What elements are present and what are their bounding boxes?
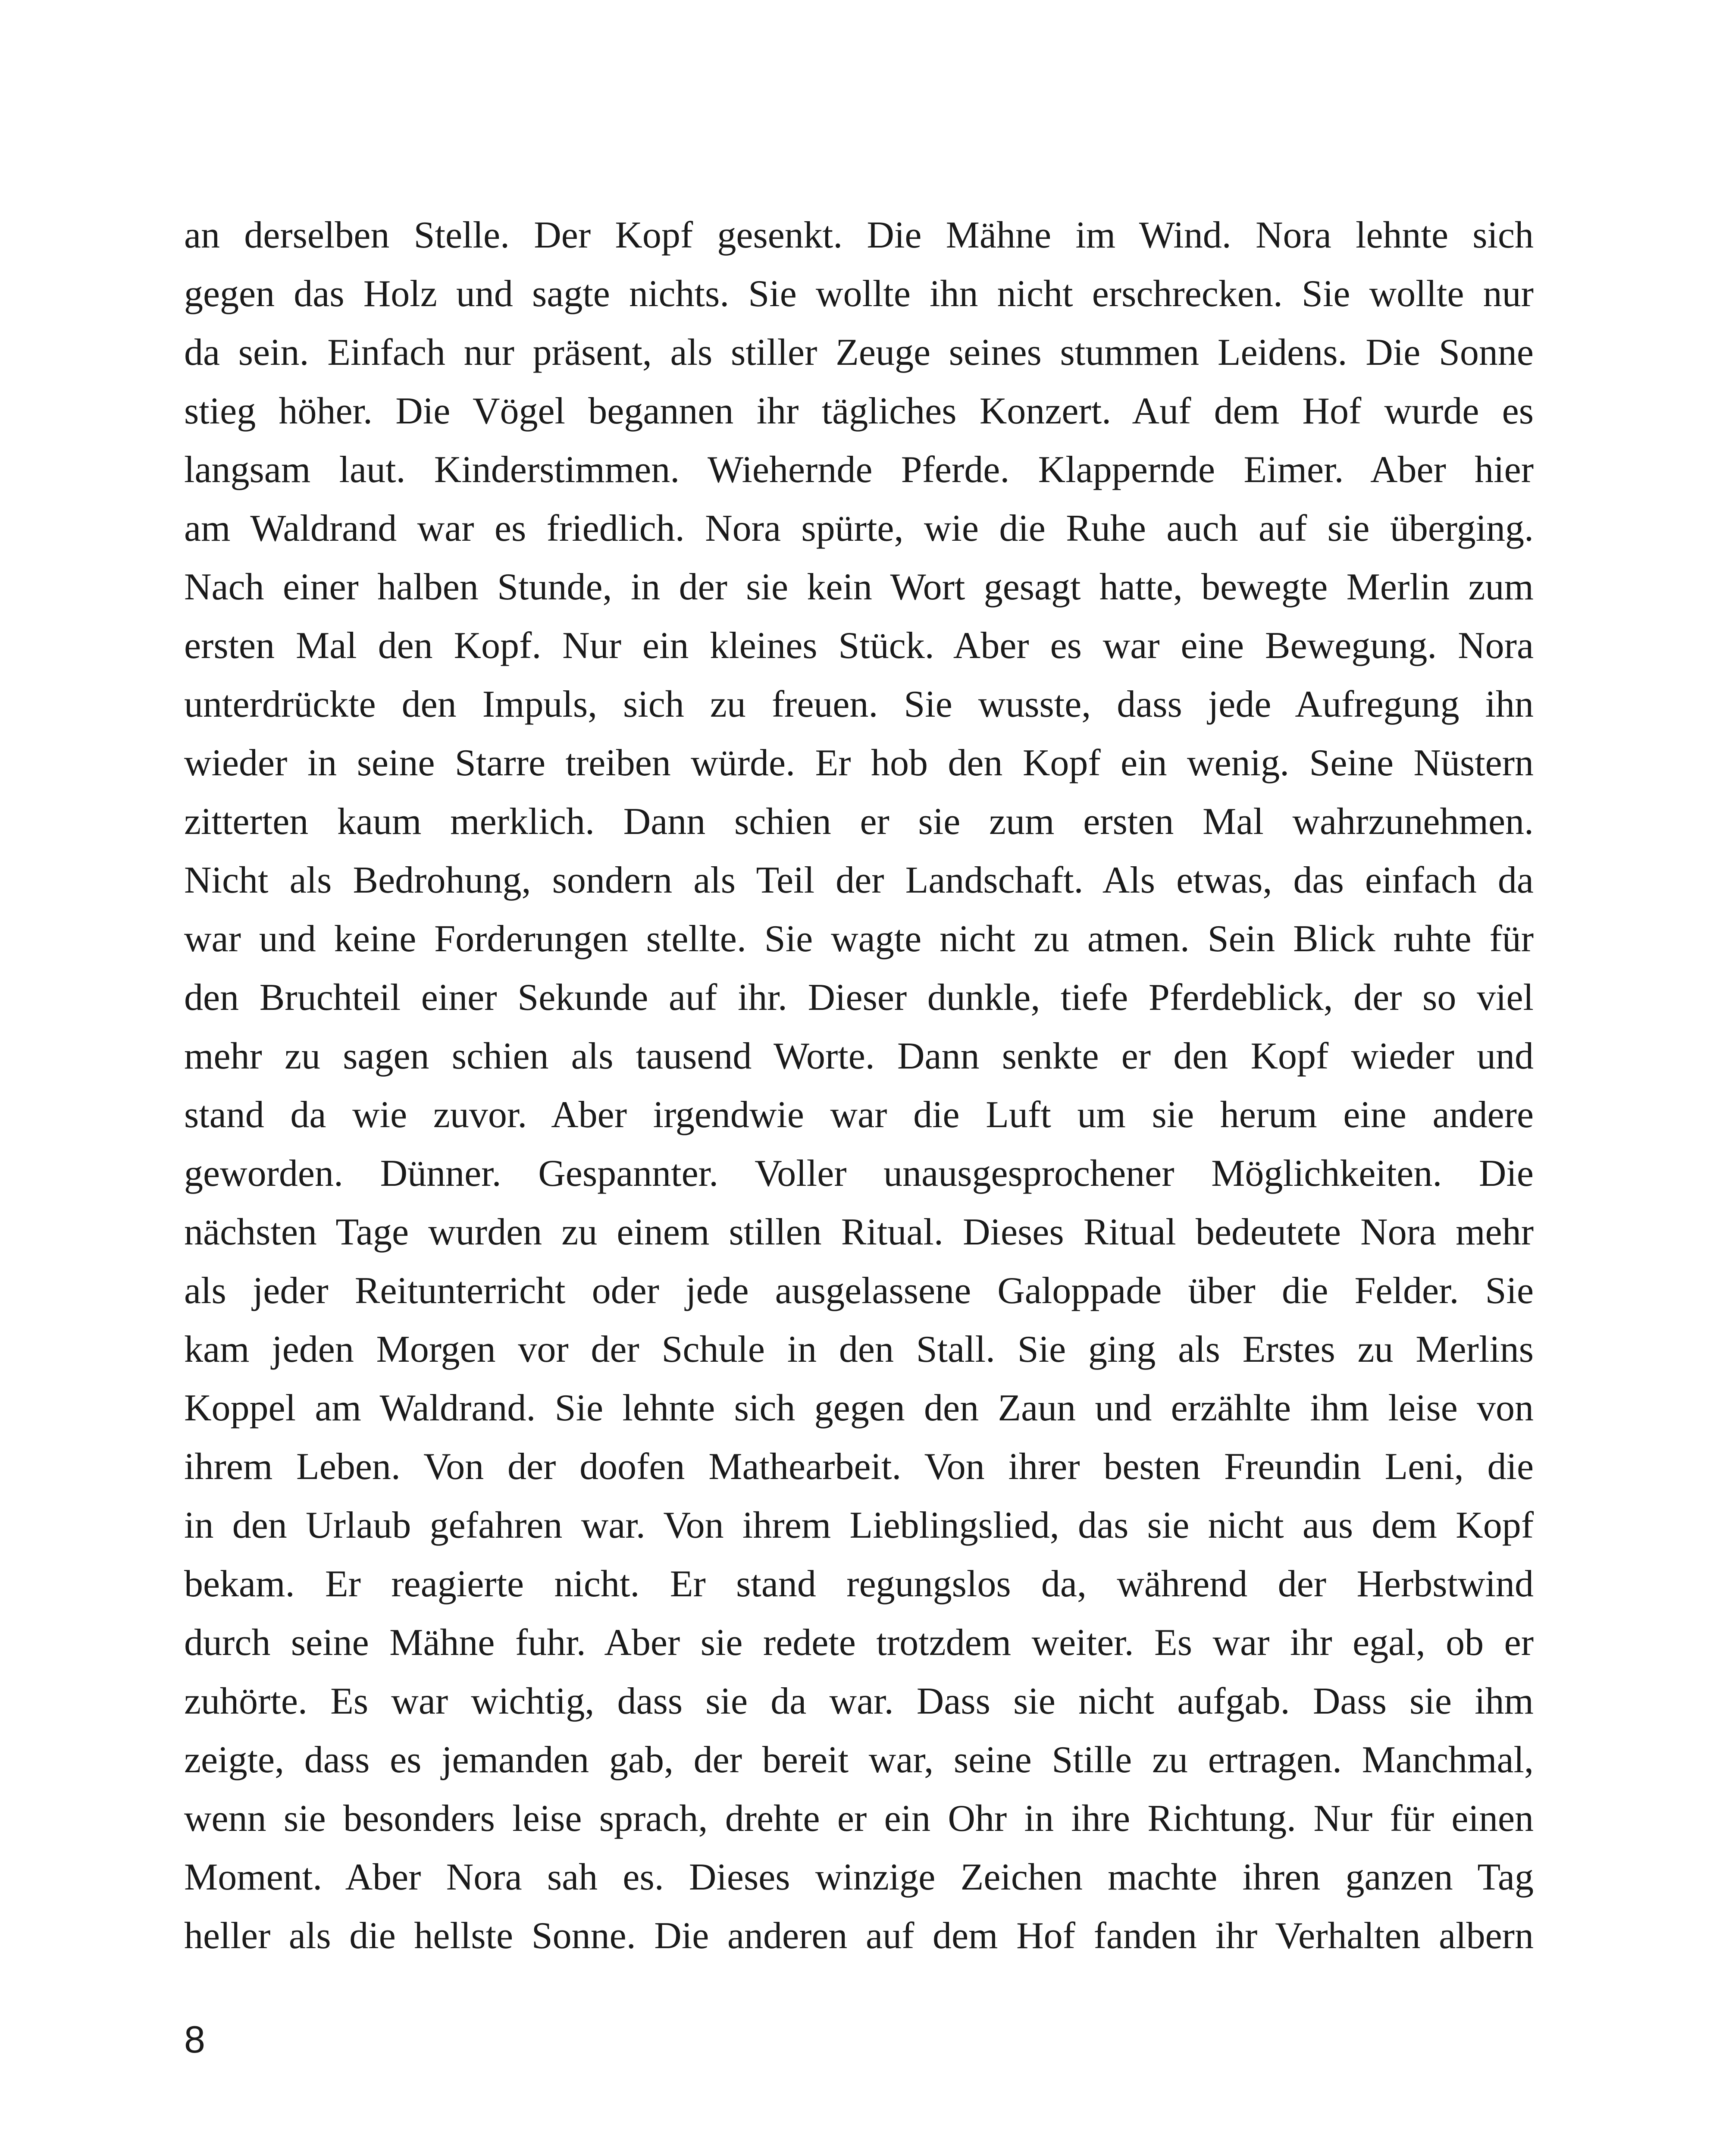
text-line: kam jeden Morgen vor der Schule in den Stall. Sie ging als Erstes zu Merlins (184, 1329, 1534, 1370)
text-line: Koppel am Waldrand. Sie lehnte sich gegen den Zaun und erzählte ihm leise von (184, 1387, 1534, 1429)
text-line: an derselben Stelle. Der Kopf gesenkt. Die Mähne im Wind. Nora lehnte sich (184, 214, 1534, 256)
text-line: zuhörte. Es war wichtig, dass sie da war. Dass sie nicht aufgab. Dass sie ihm (184, 1680, 1534, 1722)
text-line: als jeder Reitunterricht oder jede ausgelassene Galoppade über die Felder. Sie (184, 1270, 1534, 1312)
text-line: da sein. Einfach nur präsent, als stiller Zeuge seines stummen Leidens. Die Sonne (184, 332, 1534, 373)
text-line: Moment. Aber Nora sah es. Dieses winzige Zeichen machte ihren ganzen Tag (184, 1856, 1534, 1898)
text-line: stieg höher. Die Vögel begannen ihr tägliches Konzert. Auf dem Hof wurde es (184, 390, 1534, 432)
text-line: wenn sie besonders leise sprach, drehte er ein Ohr in ihre Richtung. Nur für einen (184, 1798, 1534, 1839)
text-line: heller als die hellste Sonne. Die anderen auf dem Hof fanden ihr Verhalten albern (184, 1915, 1534, 1957)
text-line: ersten Mal den Kopf. Nur ein kleines Stück. Aber es war eine Bewegung. Nora (184, 625, 1534, 667)
text-line: den Bruchteil einer Sekunde auf ihr. Dieser dunkle, tiefe Pferdeblick, der so viel (184, 977, 1534, 1018)
text-line: unterdrückte den Impuls, sich zu freuen. Sie wusste, dass jede Aufregung ihn (184, 683, 1534, 725)
text-line: in den Urlaub gefahren war. Von ihrem Lieblingslied, das sie nicht aus dem Kopf (184, 1504, 1534, 1546)
text-line: bekam. Er reagierte nicht. Er stand regungslos da, während der Herbstwind (184, 1563, 1534, 1605)
text-line: ihrem Leben. Von der doofen Mathearbeit. Von ihrer besten Freundin Leni, die (184, 1446, 1534, 1488)
text-line: war und keine Forderungen stellte. Sie wagte nicht zu atmen. Sein Blick ruhte für (184, 918, 1534, 960)
text-line: mehr zu sagen schien als tausend Worte. Dann senkte er den Kopf wieder und (184, 1035, 1534, 1077)
body-text (184, 206, 1534, 1965)
page-number: 8 (184, 2018, 205, 2061)
text-line: Nach einer halben Stunde, in der sie kein Wort gesagt hatte, bewegte Merlin zum (184, 566, 1534, 608)
text-line: wieder in seine Starre treiben würde. Er hob den Kopf ein wenig. Seine Nüstern (184, 742, 1534, 784)
text-line: durch seine Mähne fuhr. Aber sie redete trotzdem weiter. Es war ihr egal, ob er (184, 1622, 1534, 1664)
text-line: am Waldrand war es friedlich. Nora spürte, wie die Ruhe auch auf sie überging. (184, 508, 1534, 549)
text-line: geworden. Dünner. Gespannter. Voller unausgesprochener Möglichkeiten. Die (184, 1153, 1534, 1194)
text-line: gegen das Holz und sagte nichts. Sie wollte ihn nicht erschrecken. Sie wollte nur (184, 273, 1534, 315)
text-line: nächsten Tage wurden zu einem stillen Ritual. Dieses Ritual bedeutete Nora mehr (184, 1211, 1534, 1253)
text-line: zitterten kaum merklich. Dann schien er sie zum ersten Mal wahrzunehmen. (184, 801, 1534, 843)
text-line: langsam laut. Kinderstimmen. Wiehernde Pferde. Klappernde Eimer. Aber hier (184, 449, 1534, 491)
text-line: Nicht als Bedrohung, sondern als Teil der Landschaft. Als etwas, das einfach da (184, 859, 1534, 901)
text-line: stand da wie zuvor. Aber irgendwie war die Luft um sie herum eine andere (184, 1094, 1534, 1136)
text-line: zeigte, dass es jemanden gab, der bereit war, seine Stille zu ertragen. Manchmal, (184, 1739, 1534, 1781)
